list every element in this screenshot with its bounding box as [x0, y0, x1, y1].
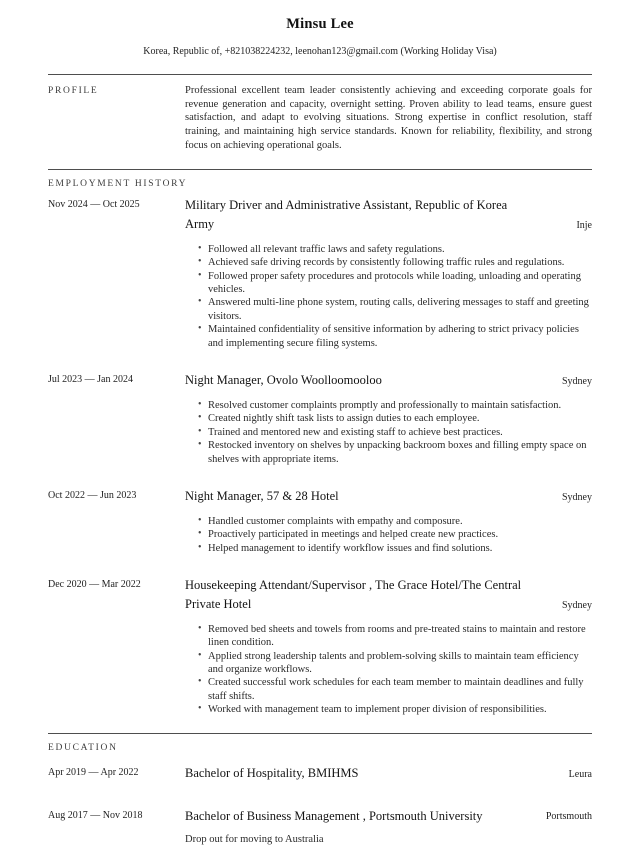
education-head [185, 764, 592, 783]
education-main [185, 807, 592, 845]
job-bullet-list [185, 623, 592, 717]
job-head [185, 371, 592, 390]
job-main [185, 576, 592, 717]
profile-section [48, 84, 592, 152]
profile-divider [48, 169, 592, 170]
education-location: Portsmouth [545, 811, 592, 823]
job-main [185, 371, 592, 466]
job-bullet: • Proactively participated in meetings and helped create new practices. [198, 528, 592, 541]
job-entry-night-manager-ovolo [48, 371, 592, 466]
job-bullet-list [185, 399, 592, 466]
job-bullet: • Created successful work schedules for each team member to maintain deadlines and fully staff shifts. [198, 676, 592, 703]
education-title: Bachelor of Hospitality, BMIHMS [185, 765, 359, 780]
job-location: Sydney [562, 599, 592, 611]
education-head [185, 807, 592, 826]
education-title: Bachelor of Business Management , Portsmouth University [185, 808, 483, 823]
job-bullet: • Handled customer complaints with empathy and composure. [198, 515, 592, 528]
job-bullet: • Followed proper safety procedures and protocols while loading, unloading and operating vehicles. [198, 270, 592, 297]
job-main [185, 487, 592, 555]
profile-summary: Professional excellent team leader consistently achieving and exceeding corporate goals for revenue generation and capacity, overnight setting. Proven ability to lead teams, ensure guest satisfaction, and adapt to evolving situations. Strong expertise in conflict resolution, staff training, and maintaining high service standards. Known for reliability, flexibility, and strong focus on achieving operational goals. [185, 85, 592, 151]
job-bullet: • Answered multi-line phone system, routing calls, delivering messages to staff and greeting visitors. [198, 296, 592, 323]
section-label-profile: PROFILE [48, 86, 99, 96]
employment-entries [48, 196, 592, 717]
education-dates: Apr 2019 — Apr 2022 [48, 766, 139, 778]
job-location: Inje [576, 219, 592, 231]
job-head [185, 196, 592, 234]
job-location: Sydney [562, 491, 592, 503]
contact-line: Korea, Republic of, +821038224232, leenohan123@gmail.com (Working Holiday Visa) [143, 46, 497, 57]
job-bullet: • Trained and mentored new and existing staff to achieve best practices. [198, 426, 592, 439]
job-title: Military Driver and Administrative Assistant, Republic of Korea Army [185, 198, 508, 231]
education-note: Drop out for moving to Australia [185, 834, 324, 845]
header-divider [48, 74, 592, 75]
education-dates: Aug 2017 — Nov 2018 [48, 809, 143, 821]
job-title: Night Manager, Ovolo Woolloomooloo [185, 373, 382, 388]
job-dates: Oct 2022 — Jun 2023 [48, 490, 137, 502]
job-head [185, 576, 592, 614]
job-title: Housekeeping Attendant/Supervisor , The Grace Hotel/The Central Private Hotel [185, 578, 522, 611]
job-bullet: • Followed all relevant traffic laws and safety regulations. [198, 243, 592, 256]
job-bullet: • Applied strong leadership talents and problem-solving skills to maintain team efficiency and organize workflows. [198, 650, 592, 677]
job-location: Sydney [562, 375, 592, 387]
job-dates: Nov 2024 — Oct 2025 [48, 199, 140, 211]
job-head [185, 487, 592, 506]
job-bullet: • Worked with management team to implement proper division of responsibilities. [198, 703, 592, 716]
job-bullet: • Created nightly shift task lists to assign duties to each employee. [198, 412, 592, 425]
job-bullet-list [185, 515, 592, 555]
job-entry-military-driver [48, 196, 592, 350]
job-bullet-list [185, 243, 592, 351]
section-label-employment: EMPLOYMENT HISTORY [48, 179, 188, 190]
job-bullet: • Removed bed sheets and towels from rooms and pre-treated stains to maintain and restore linen condition. [198, 623, 592, 650]
job-bullet: • Maintained confidentiality of sensitive information by adhering to strict privacy policies and implementing secure filing systems. [198, 323, 592, 350]
employment-divider [48, 733, 592, 734]
job-bullet: • Helped management to identify workflow issues and find solutions. [198, 542, 592, 555]
education-entry-bmihms [48, 764, 592, 783]
education-entry-portsmouth [48, 807, 592, 845]
section-label-education: EDUCATION [48, 742, 118, 753]
job-entry-housekeeping [48, 576, 592, 717]
education-main [185, 764, 592, 783]
job-main [185, 196, 592, 350]
job-dates: Jul 2023 — Jan 2024 [48, 374, 133, 386]
job-bullet: • Restocked inventory on shelves by unpacking backroom boxes and filling empty space on shelves with appropriate items. [198, 439, 592, 466]
job-bullet: • Achieved safe driving records by consistently following traffic rules and regulations. [198, 256, 592, 269]
job-title: Night Manager, 57 & 28 Hotel [185, 489, 339, 504]
person-name: Minsu Lee [286, 16, 354, 32]
job-entry-night-manager-5728 [48, 487, 592, 555]
education-location: Leura [568, 768, 592, 780]
education-entries [48, 764, 592, 845]
job-dates: Dec 2020 — Mar 2022 [48, 579, 141, 591]
job-bullet: • Resolved customer complaints promptly and professionally to maintain satisfaction. [198, 399, 592, 412]
